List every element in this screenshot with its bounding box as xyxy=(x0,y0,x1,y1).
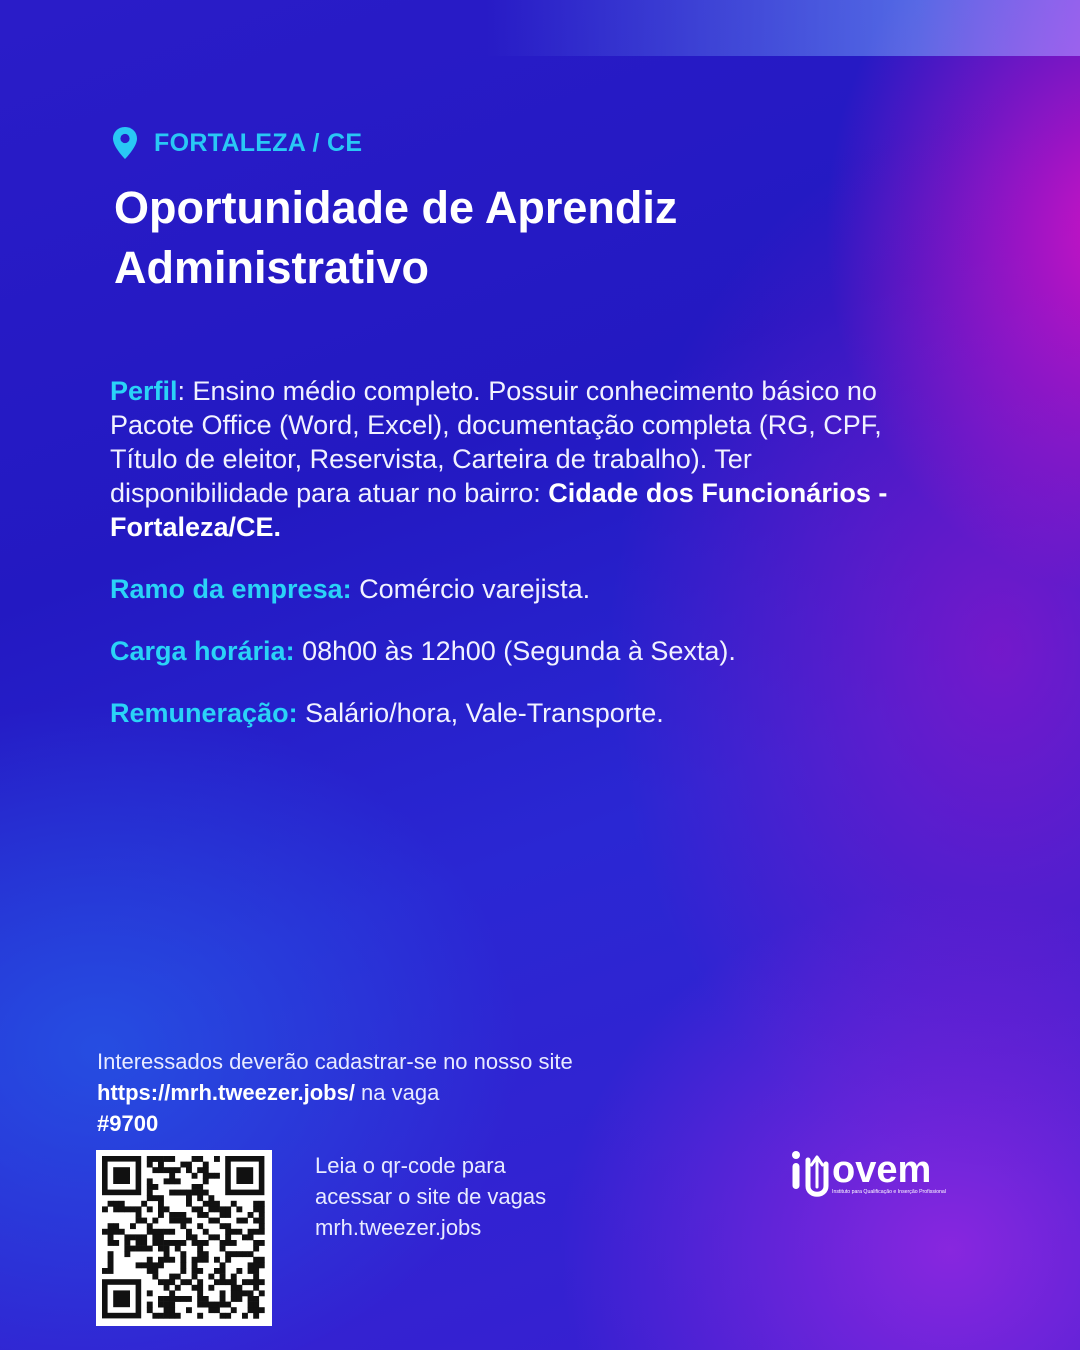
svg-text:Instituto para Qualificação e: Instituto para Qualificação e Inserção Profissional xyxy=(832,1189,946,1195)
perfil-text: : Ensino médio completo. Possuir conhecimento básico no Pacote Office (Word, Excel), documentação completa (RG, CPF, Título de eleitor, Reservista, Carteira de trabalho). Ter disponibilidade para atuar no bairro: xyxy=(110,376,882,508)
job-title-line-2: Administrativo xyxy=(114,242,430,293)
remuneracao-label: Remuneração: xyxy=(110,698,298,728)
ijovem-logo xyxy=(788,1142,988,1212)
carga-label: Carga horária: xyxy=(110,636,295,666)
ramo-paragraph xyxy=(110,572,890,606)
job-code: #9700 xyxy=(97,1111,159,1136)
qr-note-line-1: Leia o qr-code para xyxy=(315,1153,506,1178)
map-pin-icon xyxy=(112,126,138,160)
qr-code[interactable] xyxy=(96,1150,272,1326)
perfil-label: Perfil xyxy=(110,376,178,406)
ramo-label: Ramo da empresa: xyxy=(110,574,352,604)
application-instructions xyxy=(97,1046,657,1139)
qr-note-line-2: acessar o site de vagas xyxy=(315,1184,547,1209)
location-label: FORTALEZA / CE xyxy=(154,128,363,157)
job-title-line-1: Oportunidade de Aprendiz xyxy=(114,182,678,233)
carga-value: 08h00 às 12h00 (Segunda à Sexta). xyxy=(294,636,736,666)
job-title xyxy=(114,178,874,298)
svg-text:ovem: ovem xyxy=(832,1149,932,1191)
carga-paragraph xyxy=(110,634,890,668)
remuneracao-paragraph xyxy=(110,696,890,730)
perfil-location-highlight: Cidade dos Funcionários - Fortaleza/CE. xyxy=(110,478,888,542)
qr-note-line-3: mrh.tweezer.jobs xyxy=(315,1215,482,1240)
ramo-value: Comércio varejista. xyxy=(351,574,591,604)
remuneracao-value: Salário/hora, Vale-Transporte. xyxy=(297,698,664,728)
location-tag xyxy=(112,126,362,160)
perfil-paragraph xyxy=(110,374,890,544)
application-after: na vaga xyxy=(354,1080,440,1105)
application-text xyxy=(97,1046,657,1139)
application-url-link[interactable]: https://mrh.tweezer.jobs/ xyxy=(97,1080,355,1105)
application-intro: Interessados deverão cadastrar-se no nosso site xyxy=(97,1049,573,1074)
qr-instructions xyxy=(315,1150,635,1243)
qr-code-icon xyxy=(96,1150,272,1326)
job-details xyxy=(110,374,890,730)
top-gradient-bar xyxy=(0,0,1080,56)
